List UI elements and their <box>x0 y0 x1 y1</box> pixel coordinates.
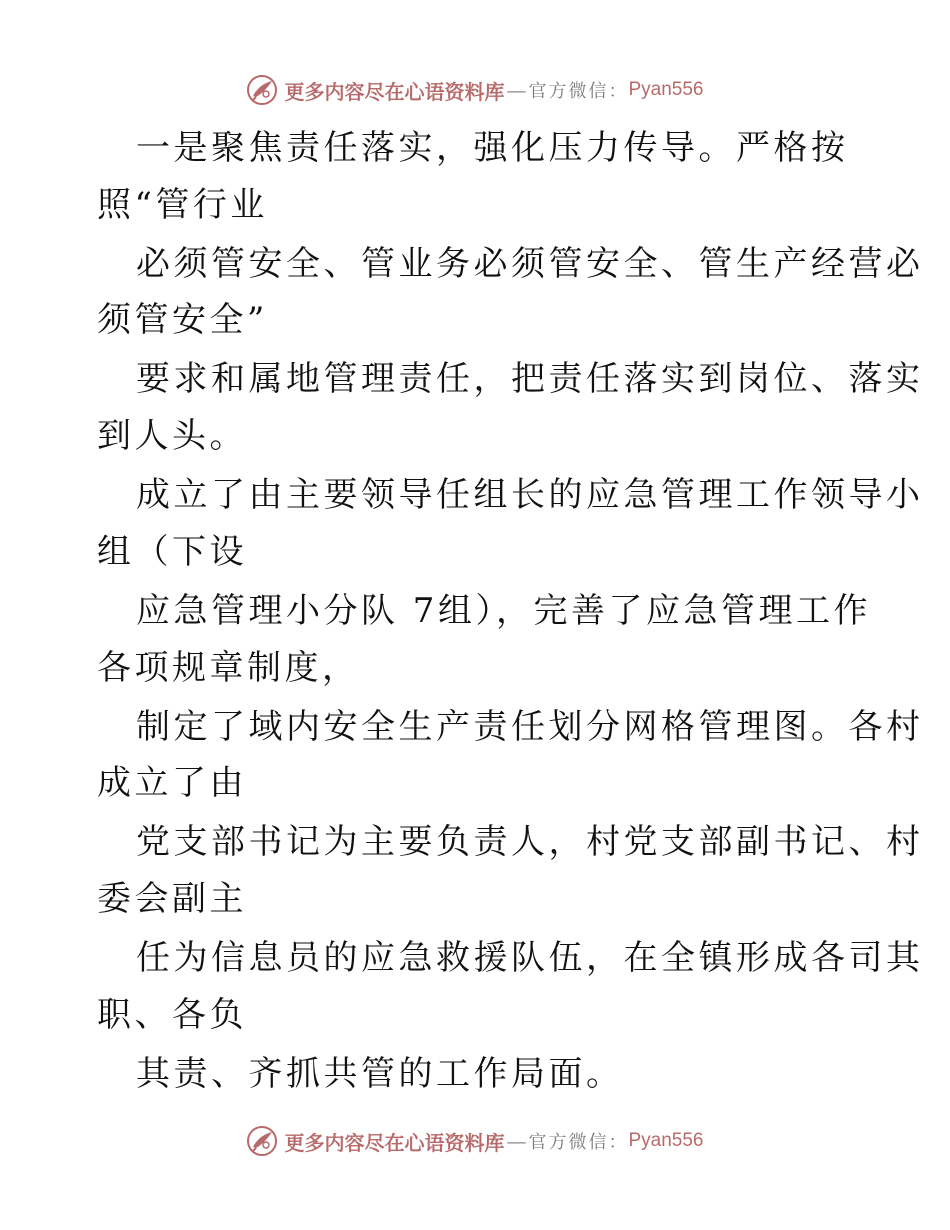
body-line: 成立了由主要领导任组长的应急管理工作领导小 <box>136 475 924 515</box>
pen-logo-icon <box>246 1125 278 1157</box>
body-line: 要求和属地管理责任，把责任落实到岗位、落实 <box>136 359 924 399</box>
body-line: 党支部书记为主要负责人，村党支部副书记、村 <box>136 822 924 862</box>
brand-text: 更多内容尽在心语资料库 <box>284 1130 505 1155</box>
official-label: 官方微信： <box>528 1132 629 1153</box>
body-line: 成立了由 <box>97 763 247 803</box>
body-line: 照“管行业 <box>97 185 268 225</box>
wechat-id: Pyan556 <box>628 79 704 100</box>
pen-logo-icon <box>246 74 278 106</box>
body-line: 任为信息员的应急救援队伍，在全镇形成各司其 <box>136 938 924 978</box>
body-line: 制定了域内安全生产责任划分网格管理图。各村 <box>136 707 924 747</box>
banner-separator: — <box>506 1129 527 1153</box>
body-line: 到人头。 <box>97 416 247 456</box>
header-banner <box>0 70 950 110</box>
body-line: 其责、齐抓共管的工作局面。 <box>136 1054 624 1094</box>
body-line: 委会副主 <box>97 879 247 919</box>
footer-banner <box>0 1121 950 1161</box>
wechat-id: Pyan556 <box>628 1130 704 1151</box>
body-line: 必须管安全、管业务必须管安全、管生产经营必 <box>136 244 924 284</box>
body-line: 职、各负 <box>97 995 247 1035</box>
brand-text: 更多内容尽在心语资料库 <box>284 79 505 104</box>
body-line: 各项规章制度， <box>97 648 360 688</box>
banner-separator: — <box>506 78 527 102</box>
body-line: 组（下设 <box>97 532 247 572</box>
body-line: 须管安全” <box>97 300 268 340</box>
official-label: 官方微信： <box>528 81 629 102</box>
body-line: 一是聚焦责任落实，强化压力传导。严格按 <box>136 128 849 168</box>
body-line: 应急管理小分队 7组），完善了应急管理工作 <box>136 591 871 631</box>
